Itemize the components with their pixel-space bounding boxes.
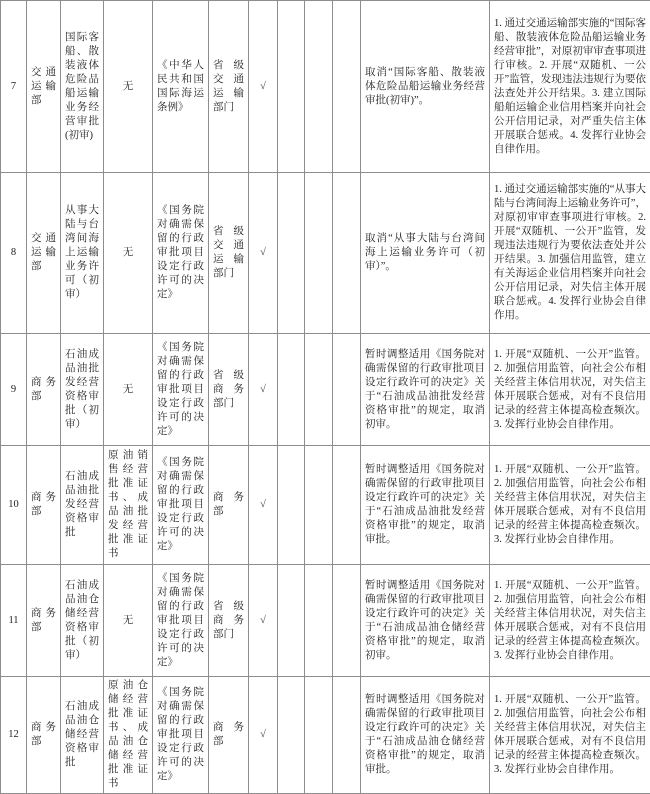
table-row (1, 173, 650, 334)
cell-department: 商务部 (27, 334, 61, 446)
cell-department: 商务部 (27, 677, 61, 794)
cell-blank-3 (333, 173, 361, 334)
cell-decision: 暂时调整适用《国务院对确需保留的行政审批项目设定行政许可的决定》关于“石油成品油仓储经营资格审批”的规定，取消审批。 (361, 677, 490, 794)
cell-blank-3 (333, 446, 361, 565)
cell-measures: 1. 通过交通运输部实施的“国际客船、散装液体危险品船运输业务经营审批”，对原初审审查事项进行审核。2. 开展“双随机、一公开”监管，发现违法违规行为要依法查处并公开结果。3. 建立国际船舶运输企业信用档案并向社会公开信用记录，对严重失信主体开展联合惩戒。4. 发挥行业协会自律作用。 (490, 1, 650, 173)
cell-decision: 暂时调整适用《国务院对确需保留的行政审批项目设定行政许可的决定》关于“石油成品油批发经营资格审批”的规定，取消审批。 (361, 446, 490, 565)
cell-item-name: 石油成品油仓储经营资格审批 (61, 677, 104, 794)
cell-legal-basis: 《国务院对确需保留的行政审批项目设定行政许可的决定》 (153, 565, 209, 677)
cell-blank-1 (278, 173, 305, 334)
cell-department: 交通运输部 (27, 173, 61, 334)
cell-blank-1 (278, 446, 305, 565)
cell-seq-number: 12 (1, 677, 27, 794)
table-row (1, 565, 650, 677)
cell-checkmark: √ (249, 446, 278, 565)
cell-department: 商务部 (27, 446, 61, 565)
cell-checkmark: √ (249, 565, 278, 677)
cell-legal-basis: 《国务院对确需保留的行政审批项目设定行政许可的决定》 (153, 173, 209, 334)
cell-measures: 1. 开展“双随机、一公开”监管。2. 加强信用监管，向社会公布相关经营主体信用状况，对失信主体开展联合惩戒，对有不良信用记录的经营主体提高检查频次。3. 发挥行业协会自律作用。 (490, 565, 650, 677)
cell-blank-1 (278, 677, 305, 794)
cell-measures: 1. 开展“双随机、一公开”监管。2. 加强信用监管，向社会公布相关经营主体信用状况，对失信主体开展联合惩戒，对有不良信用记录的经营主体提高检查频次。3. 发挥行业协会自律作用。 (490, 677, 650, 794)
table-row (1, 677, 650, 794)
cell-blank-3 (333, 334, 361, 446)
cell-legal-basis: 《国务院对确需保留的行政审批项目设定行政许可的决定》 (153, 677, 209, 794)
cell-blank-2 (305, 565, 333, 677)
cell-seq-number: 7 (1, 1, 27, 173)
cell-measures: 1. 开展“双随机、一公开”监管。2. 加强信用监管，向社会公布相关经营主体信用状况，对失信主体开展联合惩戒，对有不良信用记录的经营主体提高检查频次。3. 发挥行业协会自律作用。 (490, 446, 650, 565)
cell-blank-3 (333, 565, 361, 677)
cell-authority: 省级交通运输部门 (209, 1, 249, 173)
cell-checkmark: √ (249, 173, 278, 334)
table-row (1, 334, 650, 446)
cell-department: 交通运输部 (27, 1, 61, 173)
cell-seq-number: 9 (1, 334, 27, 446)
cell-seq-number: 10 (1, 446, 27, 565)
cell-blank-1 (278, 334, 305, 446)
cell-seq-number: 8 (1, 173, 27, 334)
cell-certificate: 无 (104, 565, 153, 677)
cell-blank-3 (333, 677, 361, 794)
cell-decision: 取消“国际客船、散装液体危险品船运输业务经营审批(初审)”。 (361, 1, 490, 173)
cell-certificate: 无 (104, 334, 153, 446)
cell-item-name: 石油成品油批发经营资格审批 (61, 446, 104, 565)
cell-authority: 省级商务部门 (209, 334, 249, 446)
table-row (1, 446, 650, 565)
cell-blank-3 (333, 1, 361, 173)
cell-decision: 取消“从事大陆与台湾间海上运输业务许可（初审）”。 (361, 173, 490, 334)
cell-seq-number: 11 (1, 565, 27, 677)
cell-certificate: 原油销售经营批准证书、成品油批发经营批准证书 (104, 446, 153, 565)
cell-item-name: 国际客船、散装液体危险品船运输业务经营审批(初审) (61, 1, 104, 173)
cell-authority: 商务部 (209, 677, 249, 794)
cell-blank-2 (305, 173, 333, 334)
cell-decision: 暂时调整适用《国务院对确需保留的行政审批项目设定行政许可的决定》关于“石油成品油仓储经营资格审批”的规定，取消初审。 (361, 565, 490, 677)
cell-certificate: 无 (104, 173, 153, 334)
cell-legal-basis: 《国务院对确需保留的行政审批项目设定行政许可的决定》 (153, 446, 209, 565)
cell-department: 商务部 (27, 565, 61, 677)
cell-certificate: 无 (104, 1, 153, 173)
cell-authority: 商务部 (209, 446, 249, 565)
cell-item-name: 从事大陆与台湾间海上运输业务许可（初审） (61, 173, 104, 334)
cell-legal-basis: 《中华人民共和国国际海运条例》 (153, 1, 209, 173)
cell-legal-basis: 《国务院对确需保留的行政审批项目设定行政许可的决定》 (153, 334, 209, 446)
cell-checkmark: √ (249, 1, 278, 173)
cell-authority: 省级交通运输部门 (209, 173, 249, 334)
cell-certificate: 原油仓储经营批准证书、成品油仓储经营批准证书 (104, 677, 153, 794)
cell-blank-2 (305, 1, 333, 173)
cell-authority: 省级商务部门 (209, 565, 249, 677)
cell-blank-1 (278, 1, 305, 173)
cell-blank-2 (305, 677, 333, 794)
cell-checkmark: √ (249, 334, 278, 446)
table-row (1, 1, 650, 173)
cell-blank-1 (278, 565, 305, 677)
cell-measures: 1. 开展“双随机、一公开”监管。2. 加强信用监管，向社会公布相关经营主体信用状况，对失信主体开展联合惩戒，对有不良信用记录的经营主体提高检查频次。3. 发挥行业协会自律作用。 (490, 334, 650, 446)
cell-measures: 1. 通过交通运输部实施的“从事大陆与台湾间海上运输业务许可”，对原初审审查事项进行审核。2. 开展“双随机、一公开”监管，发现违法违规行为要依法查处并公开结果。3. 加强信用监管，建立有关海运企业信用档案并向社会公开信用记录，对失信主体开展联合惩戒。4. 发挥行业协会自律作用。 (490, 173, 650, 334)
cell-checkmark: √ (249, 677, 278, 794)
cell-item-name: 石油成品油仓储经营资格审批（初审） (61, 565, 104, 677)
cell-blank-2 (305, 334, 333, 446)
cell-blank-2 (305, 446, 333, 565)
table-body (1, 1, 650, 794)
cell-item-name: 石油成品油批发经营资格审批（初审） (61, 334, 104, 446)
cell-decision: 暂时调整适用《国务院对确需保留的行政审批项目设定行政许可的决定》关于“石油成品油批发经营资格审批”的规定，取消初审。 (361, 334, 490, 446)
